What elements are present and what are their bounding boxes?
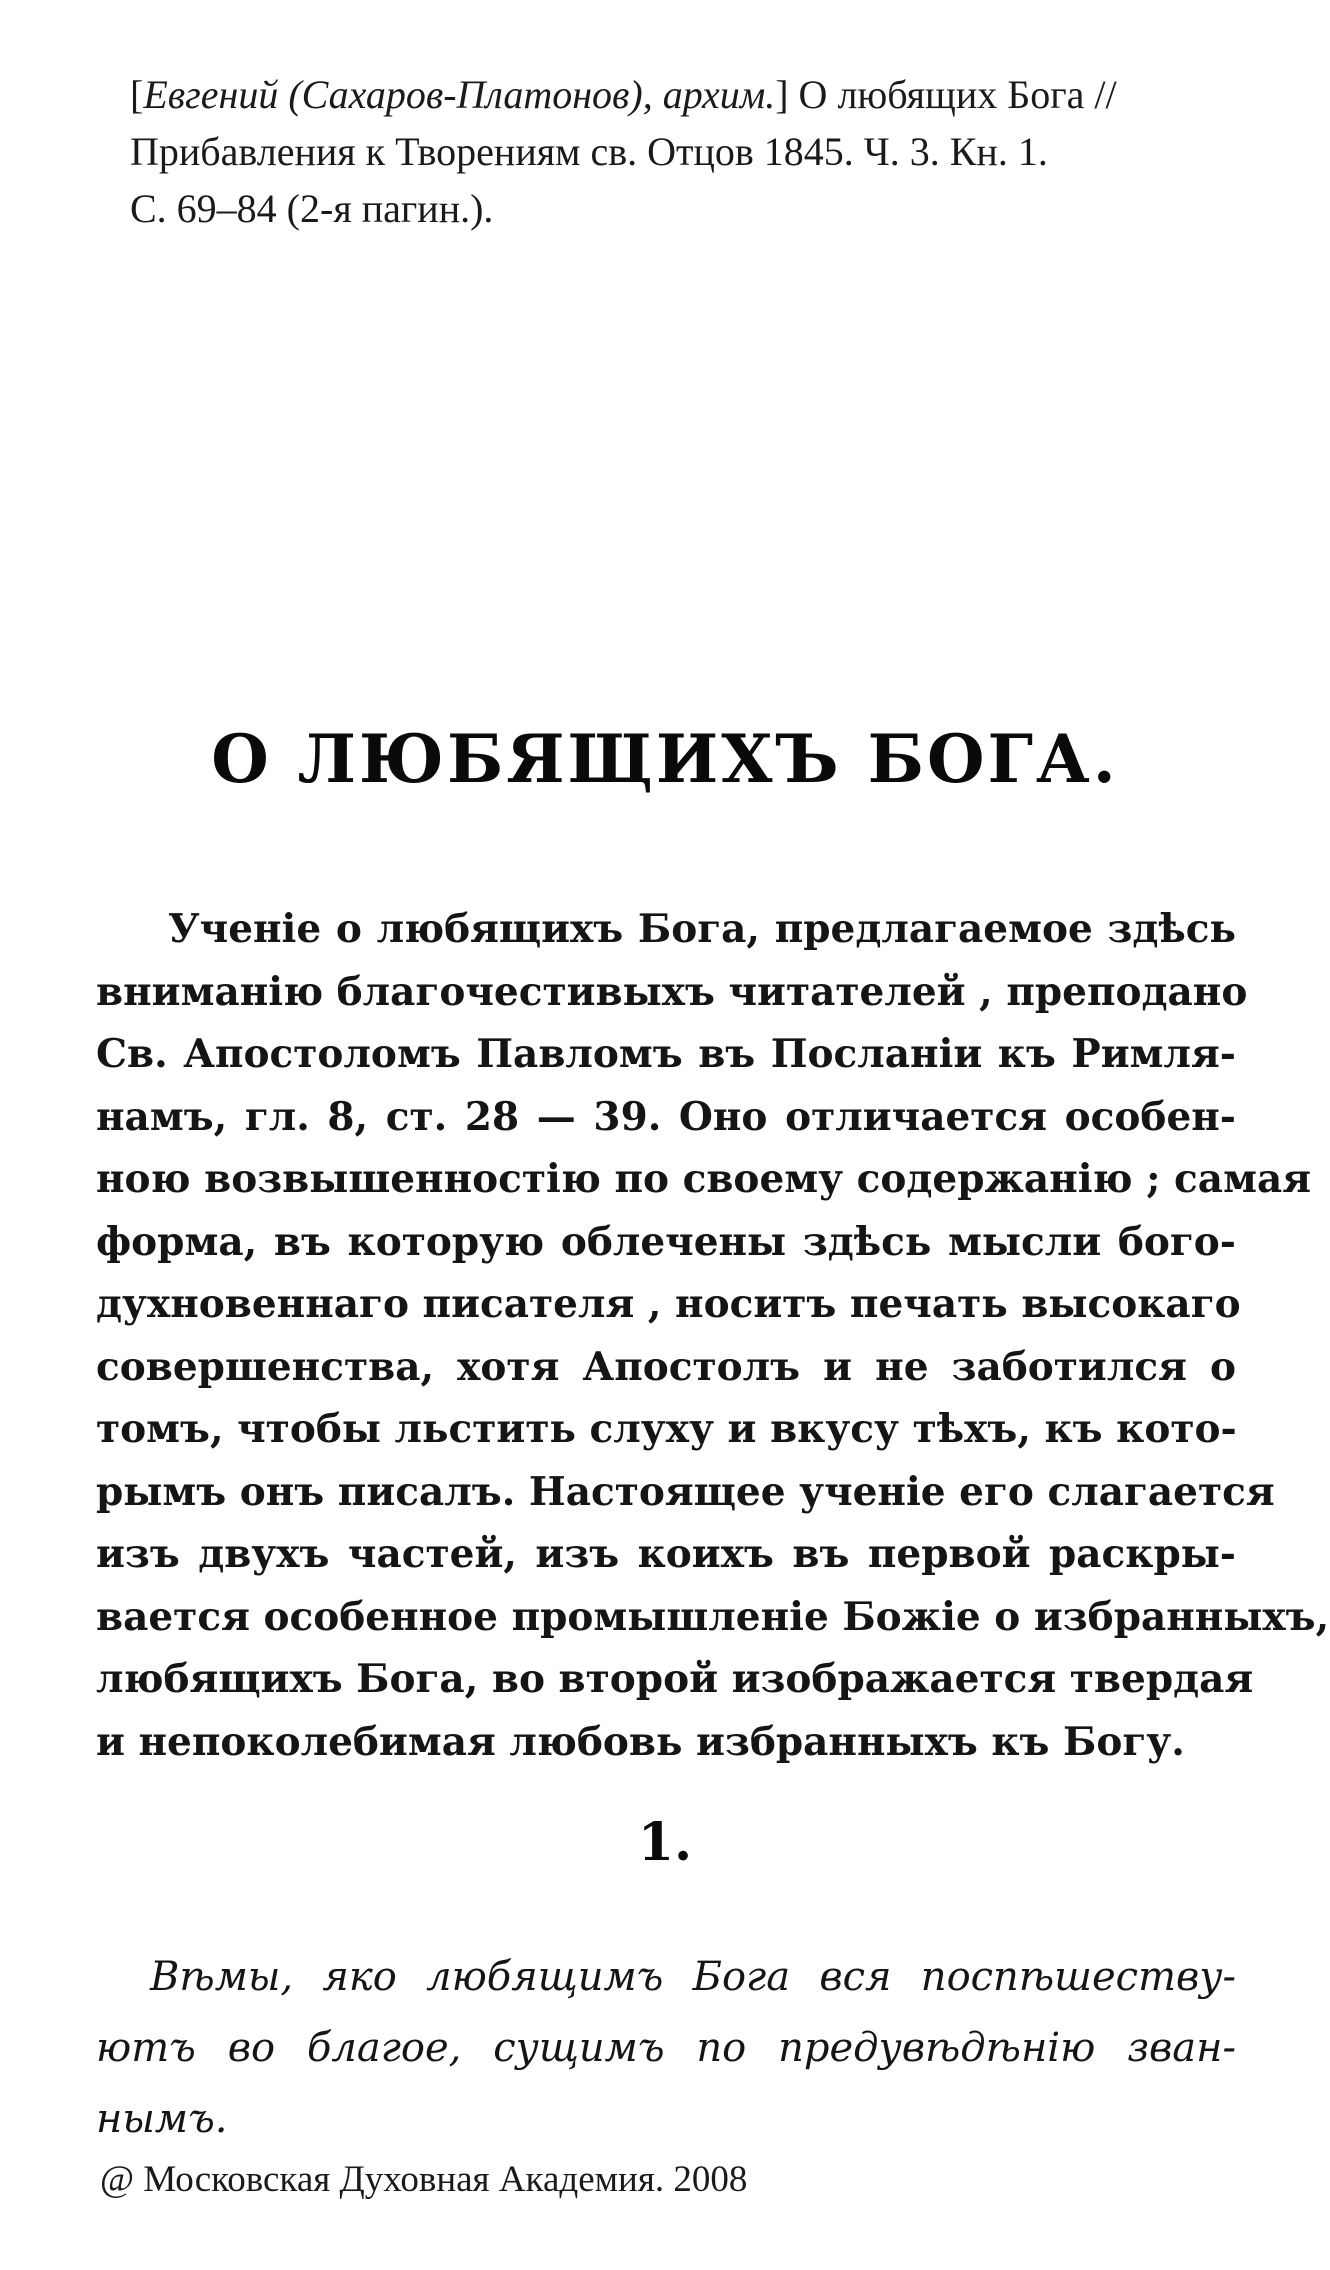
paragraph-line: форма, въ которую облечены здѣсь мысли бого- [96,1218,1236,1265]
paragraph-line: изъ двухъ частей, изъ коихъ въ первой раскры- [96,1531,1236,1577]
epigraph-line: Вѣмы, яко любящимъ Бога вся поспѣшеству- [150,1954,1236,2000]
intro-paragraph [96,898,1330,1773]
citation-title-text: ] О любящих Бога // [775,72,1117,117]
epigraph-line: ютъ во благое, сущимъ по предувѣдѣнію зван- [96,2025,1236,2071]
paragraph-line: и непоколебимая любовь избранныхъ къ Богу. [96,1718,1185,1765]
paragraph-line: рымъ онъ писалъ. Настоящее ученіе его слагается [96,1468,1275,1515]
citation-line-1 [130,66,1250,123]
copyright-notice: @ Московская Духовная Академия. 2008 [100,2159,748,2200]
citation-open-bracket: [ [130,72,144,117]
epigraph-line: нымъ. [96,2096,228,2142]
epigraph-quote [96,1942,1236,2155]
paragraph-line: любящихъ Бога, во второй изображается твердая [96,1656,1254,1702]
paragraph-line: вается особенное промышленіе Божіе о избранныхъ, [96,1593,1330,1640]
citation-author: Евгений (Сахаров-Платонов), архим. [143,72,776,117]
paragraph-line: Ученіе о любящихъ Бога, предлагаемое здѣсь [168,906,1236,952]
paragraph-line: намъ, гл. 8, ст. 28 — 39. Оно отличается особен- [96,1093,1236,1140]
paragraph-line: томъ, чтобы льстить слуху и вкусу тѣхъ, къ кото- [96,1406,1237,1452]
citation-line-3: С. 69–84 (2-я пагин.). [130,186,494,231]
paragraph-line: вниманію благочестивыхъ читателей , преподано [96,968,1248,1015]
paragraph-line: Св. Апостоломъ Павломъ въ Посланіи къ Римля- [96,1031,1236,1077]
bibliographic-citation [130,66,1250,237]
paragraph-line: совершенства, хотя Апостолъ и не заботился о [96,1343,1236,1390]
paragraph-line: духновеннаго писателя , носитъ печать высокаго [96,1281,1241,1327]
page-title: О ЛЮБЯЩИХЪ БОГА. [211,720,1119,798]
section-number: 1. [637,1812,693,1873]
citation-line-2: Прибавления к Творениям св. Отцов 1845. Ч. 3. Кн. 1. [130,129,1048,174]
paragraph-line: ною возвышенностію по своему содержанію ; самая [96,1156,1312,1202]
